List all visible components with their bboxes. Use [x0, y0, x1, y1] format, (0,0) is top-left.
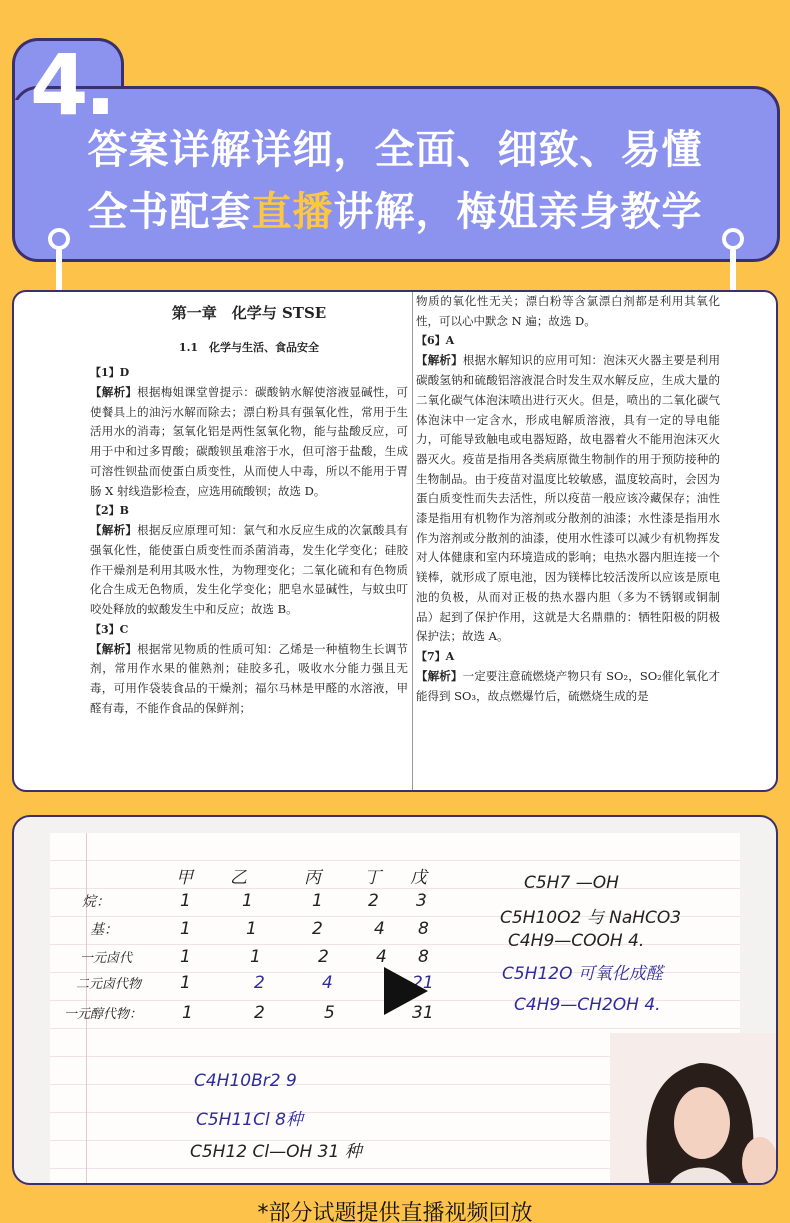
table-cell: 1	[312, 891, 323, 911]
analysis-text: 根据水解知识的应用可知：泡沫灭火器主要是利用碳酸氢钠和硫酸铝溶液混合时发生双水解反应，生成大量的二氧化碳气体泡沫喷出进行灭火。但是，喷出的二氧化碳气体泡沫中一定含水，形成电解质溶液，具有一定的导电能力，可能导致触电或电器短路，故电器着火不能用泡沫灭火器灭火。疫苗是指用各类病原微生物制作的用于预防接种的生物制品。由于疫苗对温度比较敏感，温度较高时，会因为蛋白质变性而失去活性，所以疫苗一般应该冷藏保存；油性漆是指用有机物作为溶剂或分散剂的油漆；水性漆是指用水作为溶剂或分散剂的油漆，使用水性漆可以减少有机物挥发对人体健康和室内环境造成的影响；电热水器内胆连接一个镁棒，就形成了原电池，因为镁棒比较活泼所以应该是原电池的负极，从而对正极的热水器内胆（多为不锈钢或铜制品）起到了保护作用，这就是大名鼎鼎的：牺牲阳极的阴极保护法；故选 A。	[416, 353, 721, 644]
binder-ring-left-icon	[48, 228, 70, 250]
banner-highlight-live: 直播	[251, 189, 334, 235]
note-line: C5H12O 可氧化成醛	[502, 964, 663, 984]
table-cell: 1	[250, 947, 261, 967]
table-cell: 8	[418, 947, 429, 967]
analysis-text: 一定要注意硫燃烧产物只有 SO₂，SO₂催化氧化才能得到 SO₃，故点燃爆竹后，硫燃烧生成的是	[416, 668, 720, 703]
question-number: 【1】D	[90, 366, 130, 379]
table-cell: 2	[254, 973, 265, 993]
table-cell: 1	[182, 1003, 193, 1023]
answer-analysis	[90, 383, 408, 501]
note-line: C4H9—CH2OH 4.	[514, 995, 661, 1015]
table-cell: 31	[412, 1003, 434, 1023]
table-cell: 1	[180, 947, 191, 967]
banner-line-1: 答案详解详细，全面、细致、易懂	[87, 127, 703, 173]
note-line: C5H12 Cl—OH 31 种	[190, 1142, 362, 1162]
answer-analysis	[90, 521, 408, 620]
table-cell: 1	[180, 973, 191, 993]
note-line: C5H10O2 与 NaHCO3	[500, 908, 682, 928]
question-number: 【7】A	[416, 649, 455, 663]
table-cell: 4	[374, 919, 385, 939]
analysis-text: 根据梅姐课堂曾提示：碳酸钠水解使溶液显碱性，可使餐具上的油污水解而除去；漂白粉具有强氧化性，常用于生活用水的消毒；氢氧化铝是两性氢氧化物，能与盐酸反应，可用于中和过多胃酸；碳酸钡虽难溶于水，但可溶于盐酸，生成可溶性钡盐而使蛋白质变性，从而使人中毒，所以不能用于胃肠 X 射线造影检查，应选用硫酸钡；故选 D。	[90, 385, 408, 498]
section-number: 4.	[30, 36, 113, 134]
analysis-text: 根据常见物质的性质可知：乙烯是一种植物生长调节剂，常用作水果的催熟剂；硅胶多孔，吸收水分能力强且无毒，可用作袋装食品的干燥剂；福尔马林是甲醛的水溶液，甲醛有毒，不能作食品的保鲜剂；	[90, 641, 408, 715]
table-cell: 4	[322, 973, 333, 993]
row-label: 烷：	[82, 894, 110, 910]
table-cell: 5	[324, 1003, 335, 1023]
continued-text: 物质的氧化性无关；漂白粉等含氯漂白剂都是利用其氧化性，可以心中默念 N 遍；故选 D。	[416, 294, 720, 328]
answer-analysis	[90, 640, 408, 719]
column-divider	[412, 292, 413, 790]
document-right-column	[416, 292, 720, 790]
table-cell: 1	[242, 891, 253, 911]
analysis-tag: 【解析】	[416, 353, 463, 368]
row-label: 一元卤代	[80, 951, 133, 966]
answer-analysis	[416, 667, 720, 706]
footer-caption: *部分试题提供直播视频回放	[257, 1201, 533, 1223]
column-header: 甲	[176, 868, 193, 888]
section-title: 1.1 化学与生活、食品安全	[178, 341, 320, 354]
analysis-tag: 【解析】	[90, 641, 138, 656]
column-header: 乙	[230, 868, 247, 888]
table-cell: 2	[368, 891, 379, 911]
presenter-thumbnail	[610, 1033, 778, 1185]
table-cell: 2	[254, 1003, 265, 1023]
table-cell: 1	[246, 919, 257, 939]
play-icon[interactable]	[384, 967, 428, 1015]
table-cell: 21	[412, 973, 434, 993]
live-video-replay[interactable]	[12, 815, 778, 1185]
table-cell: 2	[318, 947, 329, 967]
column-header: 丙	[304, 868, 321, 888]
table-cell: 8	[418, 919, 429, 939]
analysis-tag: 【解析】	[90, 385, 138, 399]
analysis-text: 根据反应原理可知：氯气和水反应生成的次氯酸具有强氧化性，能使蛋白质变性而杀菌消毒，发生化学变化；硅胶作干燥剂是利用其吸水性，为物理变化；二氧化硫和有色物质化合生成无色物质，发生化学变化；肥皂水显碱性，与蚊虫叮咬处释放的蚁酸发生中和反应；故选 B。	[90, 523, 408, 617]
banner-line-2-prefix: 全书配套	[87, 189, 252, 235]
column-header: 戊	[410, 868, 427, 888]
document-left-column	[90, 292, 408, 790]
answer-analysis	[416, 351, 720, 647]
row-label: 一元醇代物：	[64, 1007, 143, 1022]
row-label: 二元卤代物	[76, 977, 142, 992]
table-cell: 3	[416, 891, 427, 911]
row-label: 基：	[90, 922, 118, 938]
question-number: 【2】B	[90, 504, 129, 518]
note-line: C5H7 —OH	[524, 873, 619, 893]
note-line: C4H10Br2 9	[194, 1071, 297, 1091]
answer-document	[12, 290, 778, 792]
binder-ring-right-icon	[722, 228, 744, 250]
analysis-tag: 【解析】	[416, 668, 463, 683]
banner-line-2-suffix: 讲解，梅姐亲身教学	[333, 189, 703, 235]
note-line: C4H9—COOH 4.	[508, 931, 645, 951]
analysis-tag: 【解析】	[90, 523, 138, 538]
chapter-title: 第一章 化学与 STSE	[171, 304, 327, 322]
question-number: 【3】C	[90, 622, 129, 636]
question-number: 【6】A	[416, 334, 455, 348]
table-cell: 1	[180, 891, 191, 911]
banner-line-2	[0, 180, 790, 237]
table-cell: 1	[180, 919, 191, 939]
column-header: 丁	[364, 868, 381, 888]
table-cell: 2	[312, 919, 323, 939]
table-cell: 4	[376, 947, 387, 967]
note-line: C5H11Cl 8种	[196, 1110, 303, 1130]
